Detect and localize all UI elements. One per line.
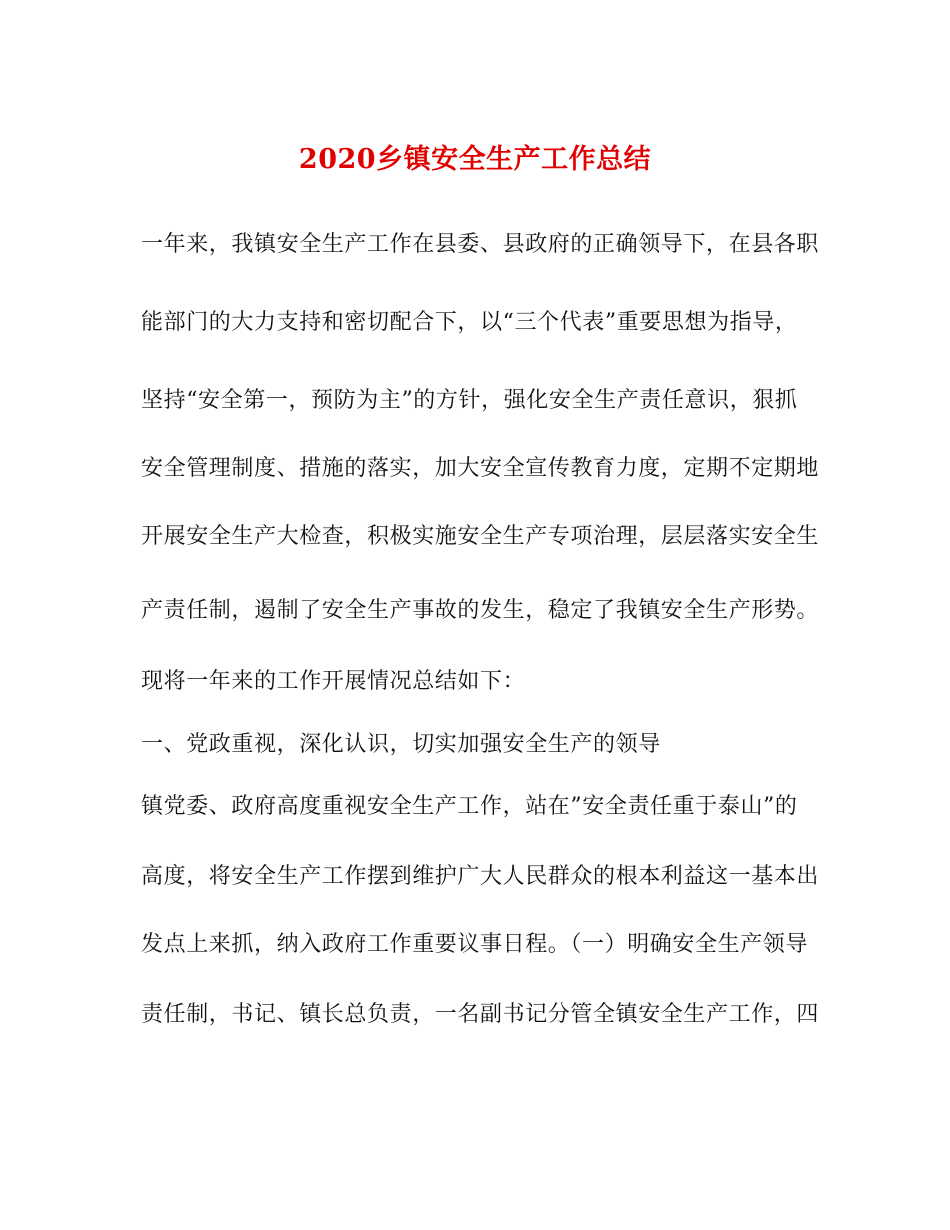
document-title: 2020乡镇安全生产工作总结 xyxy=(298,144,652,175)
body-text-line: 镇党委、政府高度重视安全生产工作，站在”安全责任重于泰山”的 xyxy=(141,794,798,819)
body-text-line: 开展安全生产大检查，积极实施安全生产专项治理，层层落实安全生 xyxy=(141,524,820,549)
body-text-line: 坚持“安全第一，预防为主”的方针，强化安全生产责任意识，狠抓 xyxy=(141,388,798,413)
body-text-line: 现将一年来的工作开展情况总结如下： xyxy=(141,669,526,694)
body-text-line: 责任制，书记、镇长总负责，一名副书记分管全镇安全生产工作，四 xyxy=(141,1002,820,1027)
body-text-line: 一年来，我镇安全生产工作在县委、县政府的正确领导下，在县各职 xyxy=(141,232,820,257)
body-text-line: 安全管理制度、措施的落实，加大安全宣传教育力度，定期不定期地 xyxy=(141,456,820,481)
section-heading: 一、党政重视，深化认识，切实加强安全生产的领导 xyxy=(141,732,661,757)
body-text-line: 产责任制，遏制了安全生产事故的发生，稳定了我镇安全生产形势。 xyxy=(141,598,820,623)
body-text-line: 发点上来抓，纳入政府工作重要议事日程。（一）明确安全生产领导 xyxy=(141,932,809,957)
body-text-line: 高度，将安全生产工作摆到维护广大人民群众的根本利益这一基本出 xyxy=(141,864,820,889)
body-text-line: 能部门的大力支持和密切配合下，以“三个代表”重要思想为指导， xyxy=(141,310,798,335)
